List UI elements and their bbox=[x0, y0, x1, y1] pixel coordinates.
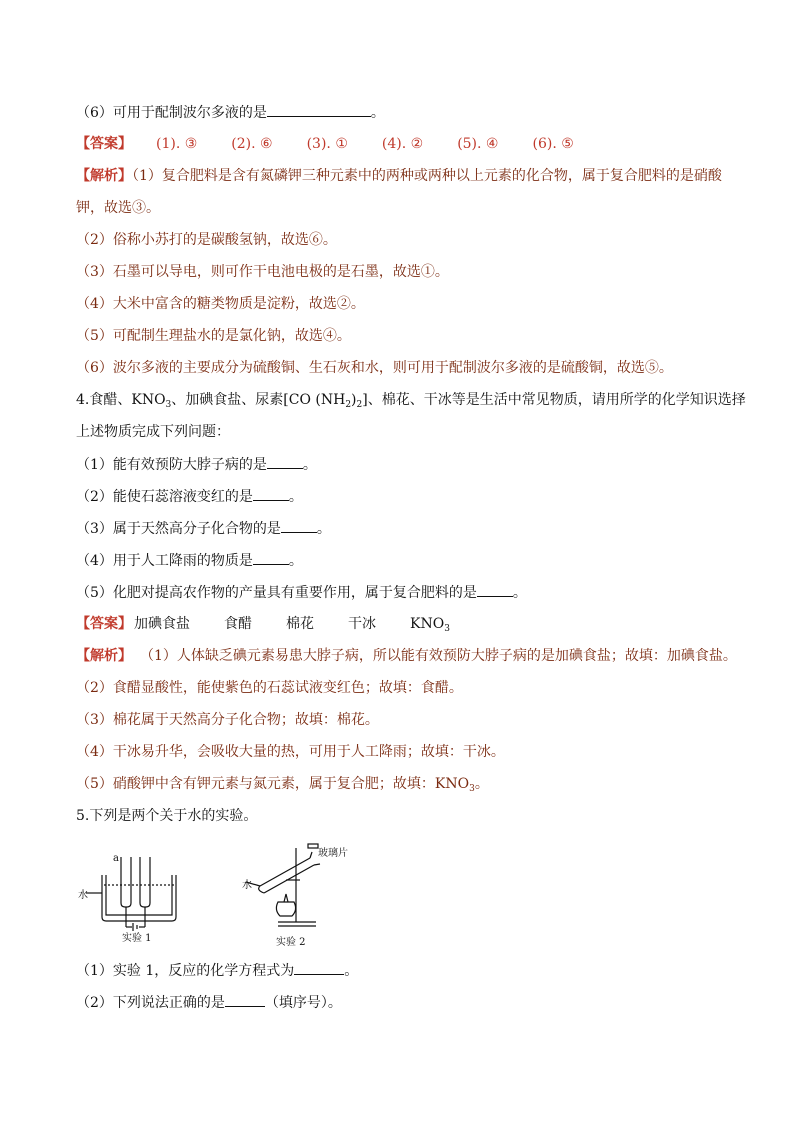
q4-analysis-part2: （2）食醋显酸性，能使紫色的石蕊试液变红色；故填：食醋。 bbox=[76, 680, 463, 696]
q4-part5-end: 。 bbox=[512, 585, 527, 601]
q3-answer-5: (5). ④ bbox=[457, 136, 499, 152]
q3-analysis-line1 bbox=[76, 166, 722, 186]
q5-part1-end: 。 bbox=[344, 963, 359, 979]
q4-stem-sub3: 2 bbox=[356, 400, 363, 410]
answer-blank[interactable] bbox=[225, 992, 265, 1007]
q3-analysis-part2: （2）俗称小苏打的是碳酸氢钠，故选⑥。 bbox=[76, 232, 337, 248]
analysis-tag: 【解析】 bbox=[76, 648, 132, 664]
q3-part6 bbox=[76, 102, 385, 123]
q4-stem-c: ) bbox=[351, 392, 357, 408]
q4-analysis-line1 bbox=[76, 646, 737, 666]
q4-part1-end: 。 bbox=[302, 457, 317, 473]
q4-part3 bbox=[76, 518, 331, 539]
q5-part2 bbox=[76, 992, 342, 1013]
q5-part1 bbox=[76, 960, 358, 981]
fig2-caption: 实验 2 bbox=[276, 937, 306, 948]
q3-part6-end: 。 bbox=[370, 105, 385, 121]
fig1-label-water: 水 bbox=[78, 890, 88, 901]
q4-answer-3: 棉花 bbox=[286, 616, 314, 632]
q3-part6-text: （6）可用于配制波尔多液的是 bbox=[76, 105, 267, 121]
q3-answer-4: (4). ② bbox=[381, 136, 424, 152]
experiment-1-figure bbox=[76, 845, 196, 940]
q3-answer-6: (6). ⑤ bbox=[532, 136, 574, 152]
q4-part4-end: 。 bbox=[288, 553, 303, 569]
fig1-label-a: a bbox=[113, 853, 119, 864]
q4-analysis-part5-sub: 3 bbox=[469, 784, 475, 794]
q4-analysis-part3: （3）棉花属于天然高分子化合物；故填：棉花。 bbox=[76, 712, 379, 728]
answer-blank[interactable] bbox=[253, 550, 289, 565]
q4-stem-line1 bbox=[76, 390, 746, 410]
q5-stem: 5.下列是两个关于水的实验。 bbox=[76, 808, 258, 824]
q4-analysis-part4: （4）干冰易升华，会吸收大量的热，可用于人工降雨；故填：干冰。 bbox=[76, 744, 505, 760]
answer-blank[interactable] bbox=[477, 582, 513, 597]
q3-analysis-part6: （6）波尔多液的主要成分为硫酸铜、生石灰和水，则可用于配制波尔多液的是硫酸铜，故选⑤。 bbox=[76, 360, 673, 376]
q4-part2 bbox=[76, 486, 303, 507]
q4-analysis-part5-end: 。 bbox=[474, 776, 489, 792]
q4-part1-text: （1）能有效预防大脖子病的是 bbox=[76, 457, 267, 473]
q3-analysis-part4: （4）大米中富含的糖类物质是淀粉，故选②。 bbox=[76, 296, 365, 312]
q4-analysis-part5-text: （5）硝酸钾中含有钾元素与氮元素，属于复合肥；故填：KNO bbox=[76, 776, 470, 792]
q4-answer-4: 干冰 bbox=[348, 616, 376, 632]
fig2-label-glass: 玻璃片 bbox=[318, 848, 348, 859]
q4-stem-b: 、加碘食盐、尿素[CO (NH bbox=[171, 392, 346, 408]
q4-stem-sub1: 3 bbox=[165, 400, 172, 410]
answer-blank[interactable] bbox=[294, 960, 344, 975]
answer-blank[interactable] bbox=[281, 518, 317, 533]
q4-answer-5-sub: 3 bbox=[444, 624, 450, 634]
q4-answer-line bbox=[76, 614, 450, 634]
q3-analysis-part3: （3）石墨可以导电，则可作干电池电极的是石墨，故选①。 bbox=[76, 264, 449, 280]
q5-part2-text: （2）下列说法正确的是 bbox=[76, 995, 225, 1011]
q4-answer-2: 食醋 bbox=[224, 616, 252, 632]
q3-answer-3: (3). ① bbox=[306, 136, 348, 152]
q4-answer-5: KNO bbox=[410, 616, 445, 632]
q4-part1 bbox=[76, 454, 317, 475]
answer-blank[interactable] bbox=[267, 102, 371, 117]
answer-blank[interactable] bbox=[253, 486, 289, 501]
q4-stem-a: 4.食醋、KNO bbox=[76, 392, 166, 408]
q3-analysis-part5: （5）可配制生理盐水的是氯化钠，故选④。 bbox=[76, 328, 351, 344]
q4-part5 bbox=[76, 582, 527, 603]
q4-analysis-part1: （1）人体缺乏碘元素易患大脖子病，所以能有效预防大脖子病的是加碘食盐；故填：加碘食盐。 bbox=[140, 648, 737, 664]
q4-answer-1: 加碘食盐 bbox=[134, 616, 190, 632]
q3-analysis-text-1: （1）复合肥料是含有氮磷钾三种元素中的两种或两种以上元素的化合物，属于复合肥料的是硝酸 bbox=[132, 168, 722, 184]
answer-blank[interactable] bbox=[267, 454, 303, 469]
q3-analysis-text-2: 钾，故选③。 bbox=[76, 200, 160, 216]
fig1-caption: 实验 1 bbox=[122, 933, 152, 944]
q4-part5-text: （5）化肥对提高农作物的产量具有重要作用，属于复合肥料的是 bbox=[76, 585, 477, 601]
q4-part3-text: （3）属于天然高分子化合物的是 bbox=[76, 521, 281, 537]
q4-part4-text: （4）用于人工降雨的物质是 bbox=[76, 553, 253, 569]
q4-stem-sub2: 2 bbox=[345, 400, 352, 410]
q4-analysis-part5 bbox=[76, 774, 489, 794]
q3-answer-2: (2). ⑥ bbox=[231, 136, 273, 152]
q4-part3-end: 。 bbox=[316, 521, 331, 537]
q4-part4 bbox=[76, 550, 303, 571]
q4-stem-d: ]、棉花、干冰等是生活中常见物质，请用所学的化学知识选择 bbox=[362, 392, 746, 408]
q4-part2-end: 。 bbox=[288, 489, 303, 505]
q5-part1-text: （1）实验 1，反应的化学方程式为 bbox=[76, 963, 295, 979]
answer-tag: 【答案】 bbox=[76, 136, 132, 152]
q5-part2-tail: （填序号）。 bbox=[264, 995, 342, 1011]
q4-part2-text: （2）能使石蕊溶液变红的是 bbox=[76, 489, 253, 505]
analysis-tag: 【解析】 bbox=[76, 168, 132, 184]
q3-answer-line bbox=[76, 134, 574, 154]
q3-answer-1: (1). ③ bbox=[156, 136, 198, 152]
q4-stem-line2: 上述物质完成下列问题： bbox=[76, 424, 230, 440]
fig2-label-water: 水 bbox=[242, 880, 252, 891]
answer-tag: 【答案】 bbox=[76, 616, 132, 632]
